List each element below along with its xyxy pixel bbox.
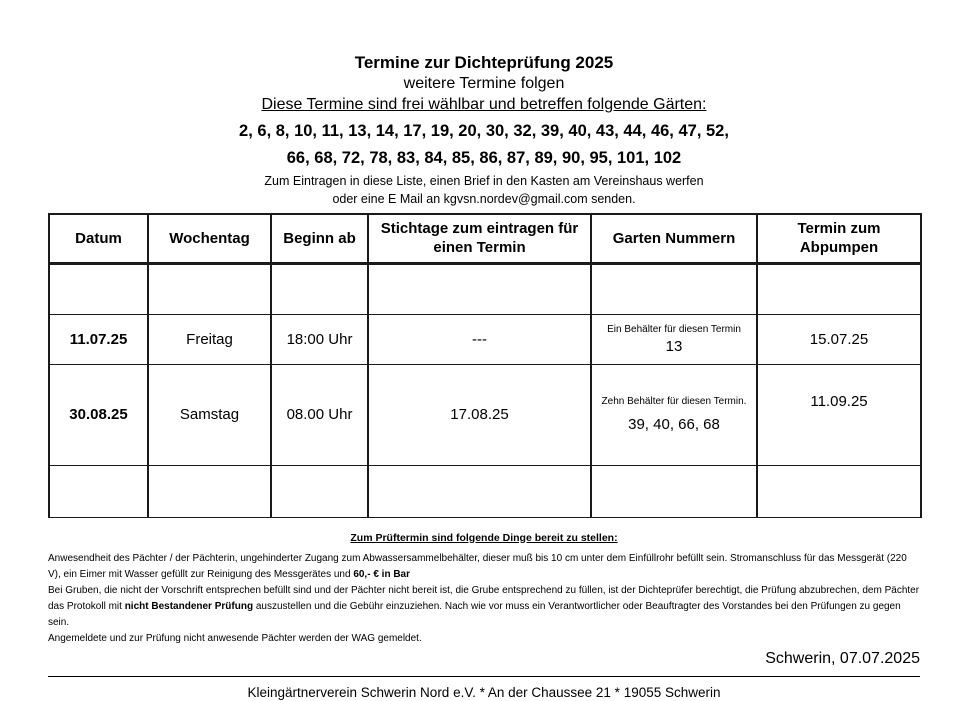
para1-bold: 60,- € in Bar: [353, 568, 411, 580]
cell-garten: [591, 364, 757, 465]
garten-numbers: 13: [665, 337, 683, 355]
para1-text: Anwesendheit des Pächter / der Pächterin, ungehinderter Zugang zum Abwassersammelbehälter, dieser muß bis 10 cm unter dem Einfüllrohr befüllt sein. Stromanschluss für das Messgerät (220 V), ein Eimer mit Wasser gefüllt zur Reinigung des Messgerätes und: [48, 552, 907, 580]
cell-stichtag: ---: [368, 314, 591, 364]
cell-stichtag: [368, 465, 591, 517]
cell-datum: [49, 465, 148, 517]
column-header-beginn-ab: Beginn ab: [271, 214, 368, 263]
cell-stichtag: 17.08.25: [368, 364, 591, 465]
cell-abpumpen: [757, 465, 921, 517]
cell-stichtag: [368, 263, 591, 314]
cell-garten: [591, 465, 757, 517]
column-header-termin-abpumpen: Termin zum Abpumpen: [757, 214, 921, 263]
cell-garten: [591, 263, 757, 314]
place-date-line: Schwerin, 07.07.2025: [765, 649, 920, 667]
page-subtitle: weitere Termine folgen: [403, 75, 565, 92]
cell-datum: [49, 263, 148, 314]
para2-text-1: Bei Gruben, die nicht der Vorschrift entsprechen befüllt sind und der Pächter nicht bereit ist, die Grube entsprechend zu füllen, ist der Dichteprüfer berechtigt, die Prüfung abzubrechen, dem Pächter das Protokoll mit: [48, 584, 920, 612]
requirements-paragraph-1: [48, 551, 920, 583]
cell-wochentag: [148, 263, 271, 314]
document-content: [48, 52, 920, 701]
cell-datum: 11.07.25: [49, 314, 148, 364]
para2-text-2: auszustellen und die Gebühr einzuziehen. Nach wie vor muss ein Verantwortlicher oder Beauftragter des Vorstandes bei den Prüfungen zu gegen sein.: [48, 600, 901, 628]
column-header-wochentag: Wochentag: [148, 214, 271, 263]
cell-garten: [591, 314, 757, 364]
column-header-garten-nummern: Garten Nummern: [591, 214, 757, 263]
garten-note: Ein Behälter für diesen Termin: [607, 323, 741, 335]
instruction-line-1: Zum Eintragen in diese Liste, einen Brief in den Kasten am Vereinshaus werfen: [264, 174, 704, 188]
intro-line: Diese Termine sind frei wählbar und betreffen folgende Gärten:: [261, 96, 707, 113]
garden-numbers-line-1: 2, 6, 8, 10, 11, 13, 14, 17, 19, 20, 30, 32, 39, 40, 43, 44, 46, 47, 52,: [239, 122, 729, 140]
document-header: [48, 52, 920, 208]
cell-datum: 30.08.25: [49, 364, 148, 465]
table-row-30-08-25: [49, 364, 921, 465]
garden-numbers-line-2: 66, 68, 72, 78, 83, 84, 85, 86, 87, 89, 90, 95, 101, 102: [286, 149, 682, 167]
column-header-stichtage: Stichtage zum eintragen für einen Termin: [368, 214, 591, 263]
cell-beginn: [271, 263, 368, 314]
cell-wochentag: [148, 465, 271, 517]
requirements-text: [48, 551, 920, 647]
requirements-paragraph-2: [48, 583, 920, 631]
cell-beginn: 08.00 Uhr: [271, 364, 368, 465]
cell-abpumpen: [757, 263, 921, 314]
cell-abpumpen: 11.09.25: [757, 364, 921, 465]
cell-wochentag: Samstag: [148, 364, 271, 465]
cell-wochentag: Freitag: [148, 314, 271, 364]
footer-divider: [48, 676, 920, 677]
cell-beginn: 18:00 Uhr: [271, 314, 368, 364]
table-header-row: [49, 214, 921, 263]
garden-numbers-list: [48, 118, 920, 172]
garten-note: Zehn Behälter für diesen Termin.: [601, 396, 747, 407]
appointments-table: [48, 213, 922, 518]
cell-abpumpen: 15.07.25: [757, 314, 921, 364]
cell-beginn: [271, 465, 368, 517]
table-row-11-07-25: [49, 314, 921, 364]
column-header-datum: Datum: [49, 214, 148, 263]
organization-footer: Kleingärtnerverein Schwerin Nord e.V. * An der Chaussee 21 * 19055 Schwerin: [247, 684, 721, 700]
table-row-empty-1: [49, 263, 921, 314]
instruction-line-2: oder eine E Mail an kgvsn.nordev@gmail.com senden.: [332, 192, 636, 206]
requirements-paragraph-3: Angemeldete und zur Prüfung nicht anwesende Pächter werden der WAG gemeldet.: [48, 632, 422, 644]
instruction-lines: [48, 172, 920, 208]
garten-numbers: 39, 40, 66, 68: [628, 416, 720, 433]
requirements-heading: Zum Prüftermin sind folgende Dinge bereit zu stellen:: [350, 531, 618, 544]
para2-bold: nicht Bestandener Prüfung: [124, 600, 254, 612]
page-title: Termine zur Dichteprüfung 2025: [354, 53, 614, 72]
table-row-empty-2: [49, 465, 921, 517]
